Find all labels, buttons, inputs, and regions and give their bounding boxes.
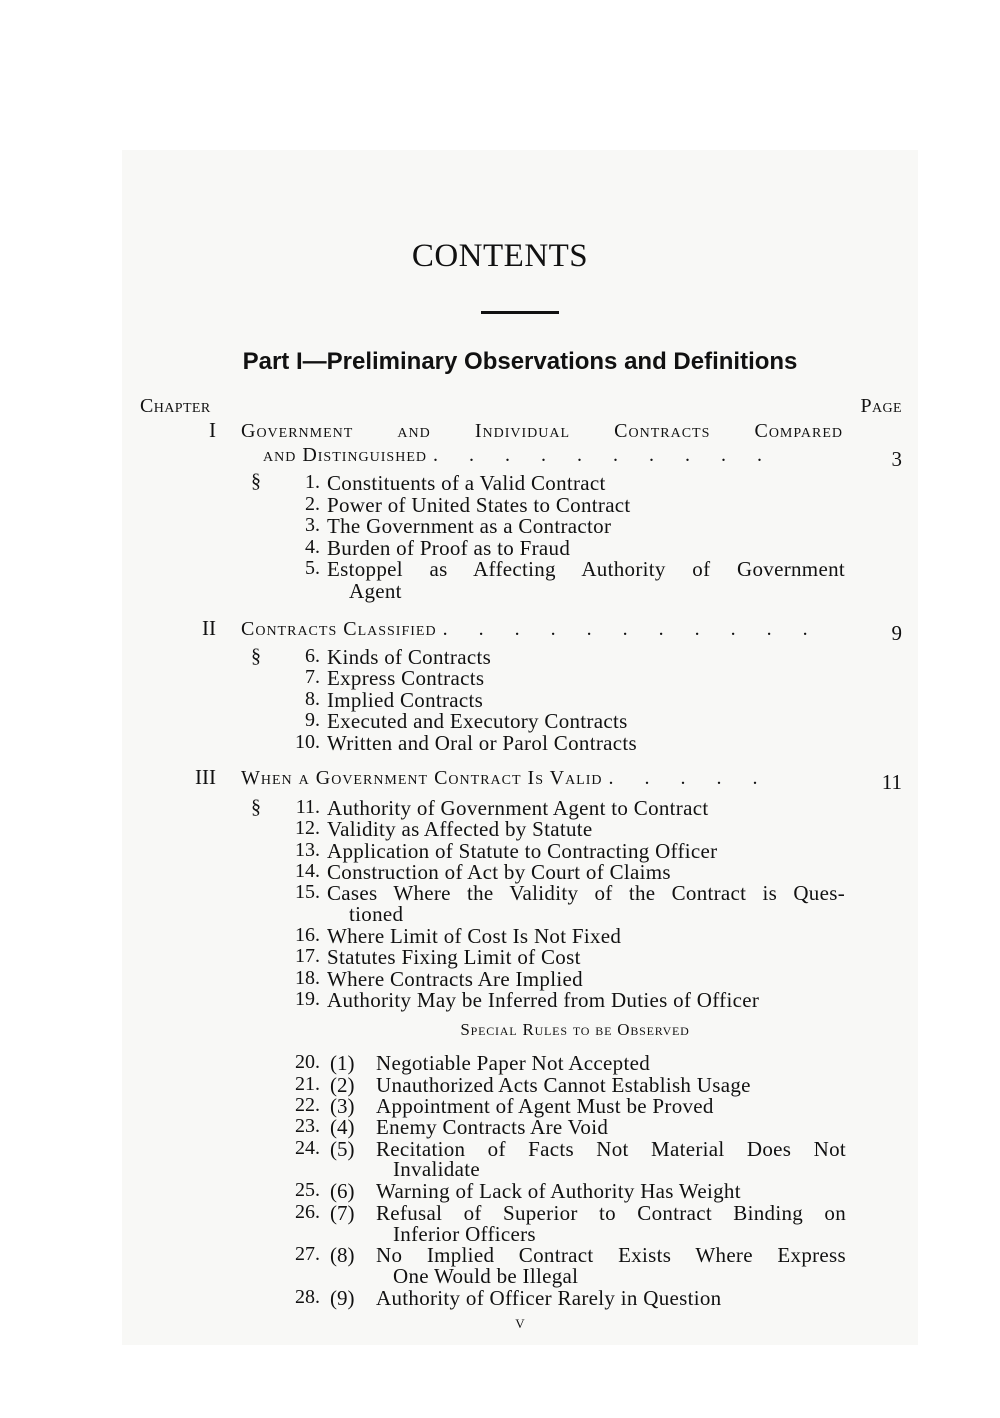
section-title: Burden of Proof as to Fraud [327, 536, 571, 560]
leader-dots: . . . . . . . . . . [433, 444, 775, 466]
rule-title: Negotiable Paper Not Accepted [376, 1051, 651, 1075]
section-number: 24. [295, 1137, 320, 1159]
section-symbol: § [251, 470, 261, 492]
section-title: Construction of Act by Court of Claims [327, 860, 671, 884]
section-title: Executed and Executory Contracts [327, 709, 628, 733]
section-title-continued: Agent [349, 579, 402, 603]
rule-label: (3) [330, 1094, 355, 1118]
section-number: 14. [295, 860, 320, 882]
rule-title: Unauthorized Acts Cannot Establish Usage [376, 1073, 751, 1097]
section-number: 12. [295, 817, 320, 839]
rule-title: Recitation of Facts Not Material Does Not [376, 1137, 846, 1161]
rule-title: Appointment of Agent Must be Proved [376, 1094, 714, 1118]
chapter-page-number: 9 [891, 621, 902, 645]
rule-label: (6) [330, 1179, 355, 1203]
chapter-number: I [209, 418, 216, 442]
rule-label: (2) [330, 1073, 355, 1097]
section-title: Cases Where the Validity of the Contract is Ques- [327, 881, 845, 905]
chapter-page-number: 11 [881, 770, 902, 794]
section-title: Written and Oral or Parol Contracts [327, 731, 637, 755]
section-title: Kinds of Contracts [327, 645, 492, 669]
section-number: 27. [295, 1243, 320, 1265]
section-title: Where Contracts Are Implied [327, 967, 583, 991]
section-title: Where Limit of Cost Is Not Fixed [327, 924, 622, 948]
special-rules-heading: Special Rules to be Observed [460, 1020, 690, 1039]
section-number: 16. [295, 924, 320, 946]
section-number: 7. [305, 666, 320, 688]
rule-label: (8) [330, 1243, 355, 1267]
section-title: Authority of Government Agent to Contract [327, 796, 709, 820]
chapter-title [241, 767, 771, 790]
section-number: 9. [305, 709, 320, 731]
chapter-title [241, 618, 821, 641]
rule-title: No Implied Contract Exists Where Express [376, 1243, 846, 1267]
section-title: Implied Contracts [327, 688, 484, 712]
page-title: CONTENTS [411, 238, 589, 274]
section-number: 13. [295, 839, 320, 861]
section-title: Express Contracts [327, 666, 485, 690]
section-title: Constituents of a Valid Contract [327, 471, 606, 495]
leader-dots: . . . . . . . . . . . [442, 618, 821, 640]
rule-title-continued: Invalidate [393, 1157, 480, 1181]
section-number: 21. [295, 1073, 320, 1095]
section-title: Estoppel as Affecting Authority of Government [327, 557, 845, 581]
chapter-title-text: and Distinguished [263, 444, 427, 466]
rule-title-continued: One Would be Illegal [393, 1264, 579, 1288]
section-number: 28. [295, 1286, 320, 1308]
chapter-column-label: Chapter [140, 395, 211, 417]
rule-label: (4) [330, 1115, 355, 1139]
rule-title-continued: Inferior Officers [393, 1222, 536, 1246]
chapter-number: II [202, 616, 216, 640]
section-symbol: § [251, 645, 261, 667]
rule-label: (1) [330, 1051, 355, 1075]
page-column-label: Page [860, 395, 902, 417]
section-number: 20. [295, 1051, 320, 1073]
section-number: 5. [305, 557, 320, 579]
section-number: 22. [295, 1094, 320, 1116]
rule-label: (9) [330, 1286, 355, 1310]
section-number: 25. [295, 1179, 320, 1201]
chapter-number: III [195, 765, 216, 789]
section-number: 10. [295, 731, 320, 753]
section-number: 6. [305, 645, 320, 667]
section-number: 2. [305, 493, 320, 515]
section-symbol: § [251, 796, 261, 818]
section-number: 23. [295, 1115, 320, 1137]
section-number: 8. [305, 688, 320, 710]
chapter-title-text: When a Government Contract Is Valid [241, 767, 603, 789]
leader-dots: . . . . . [608, 767, 771, 789]
page-folio: v [515, 1312, 525, 1333]
chapter-title-text: Contracts Classified [241, 618, 437, 640]
rule-title: Authority of Officer Rarely in Question [376, 1286, 722, 1310]
rule-label: (7) [330, 1201, 355, 1225]
chapter-title: Government and Individual Contracts Compared [241, 420, 843, 442]
section-number: 4. [305, 536, 320, 558]
title-rule [481, 311, 559, 314]
section-number: 15. [295, 881, 320, 903]
section-number: 18. [295, 967, 320, 989]
rule-label: (5) [330, 1137, 355, 1161]
section-number: 11. [295, 796, 320, 818]
section-number: 26. [295, 1201, 320, 1223]
section-title: Authority May be Inferred from Duties of Officer [327, 988, 760, 1012]
rule-title: Warning of Lack of Authority Has Weight [376, 1179, 741, 1203]
part-heading: Part I—Preliminary Observations and Definitions [242, 348, 798, 375]
section-number: 1. [305, 471, 320, 493]
rule-title: Refusal of Superior to Contract Binding on [376, 1201, 846, 1225]
chapter-page-number: 3 [891, 447, 902, 471]
section-title: Power of United States to Contract [327, 493, 631, 517]
section-title: Validity as Affected by Statute [327, 817, 593, 841]
section-title: Application of Statute to Contracting Officer [327, 839, 718, 863]
section-title: The Government as a Contractor [327, 514, 612, 538]
chapter-title-continued [263, 444, 775, 467]
section-number: 3. [305, 514, 320, 536]
section-title: Statutes Fixing Limit of Cost [327, 945, 581, 969]
rule-title: Enemy Contracts Are Void [376, 1115, 609, 1139]
section-number: 19. [295, 988, 320, 1010]
section-title-continued: tioned [349, 902, 404, 926]
section-number: 17. [295, 945, 320, 967]
